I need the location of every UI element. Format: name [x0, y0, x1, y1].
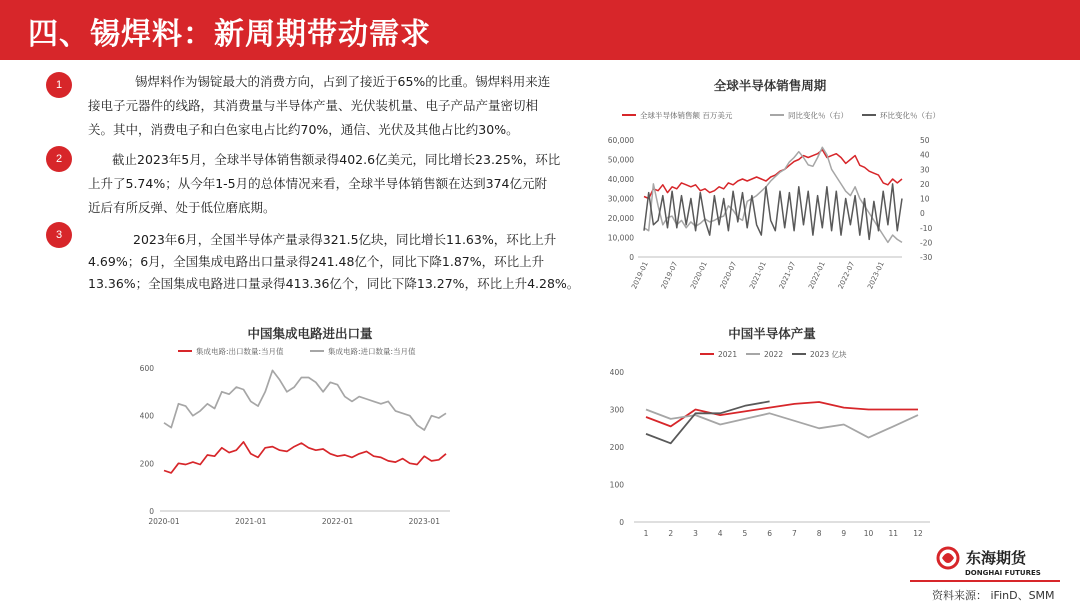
- text-line: 近后有所反弹、处于低位磨底期。: [88, 200, 276, 215]
- x-tick: 2021-07: [777, 260, 798, 291]
- x-tick: 2023-01: [866, 260, 886, 291]
- semiconductor-sales-chart: [600, 70, 940, 295]
- source-note: 资料来源： iFinD、SMM: [932, 589, 1055, 602]
- logo-mark-icon: [934, 542, 1054, 582]
- x-tick: 12: [913, 529, 923, 538]
- logo-en: DONGHAI FUTURES: [965, 569, 1041, 577]
- legend-label-0: 2021: [718, 350, 738, 359]
- legend-label-1: 2022: [764, 350, 784, 359]
- x-tick: 2022-01: [807, 260, 827, 291]
- text-line: 上升了5.74%；从今年1-5月的总体情况来看，全球半导体销售额在达到374亿元附: [88, 176, 547, 191]
- y-right-tick: 20: [920, 179, 930, 189]
- y-tick: 100: [609, 480, 624, 490]
- y-left-tick: 60,000: [607, 136, 634, 145]
- number-badge: 1: [46, 72, 72, 98]
- legend-label-0: 集成电路:出口数量:当月值: [196, 347, 284, 356]
- text-line: 截止2023年5月，全球半导体销售额录得402.6亿美元，同比增长23.25%，环比: [112, 152, 561, 167]
- y-right-tick: -30: [920, 253, 933, 262]
- x-tick: 11: [888, 529, 899, 538]
- chart-title: 中国半导体产量: [728, 326, 816, 341]
- series-line-0: [644, 150, 902, 199]
- x-tick: 2022-07: [836, 260, 857, 291]
- y-right-tick: 30: [920, 165, 930, 175]
- y-tick: 200: [139, 459, 154, 469]
- x-tick: 2020-01: [689, 260, 709, 291]
- y-right-tick: 10: [920, 194, 930, 204]
- y-left-tick: 0: [629, 253, 634, 262]
- x-tick: 4: [717, 529, 723, 538]
- y-tick: 0: [149, 507, 154, 516]
- y-left-tick: 40,000: [607, 175, 634, 184]
- x-tick: 2021-01: [235, 517, 267, 526]
- y-left-tick: 50,000: [607, 155, 634, 165]
- number-badge: 3: [46, 222, 72, 248]
- x-tick: 2022-01: [321, 517, 354, 526]
- page-title: 四、锡焊料：新周期带动需求: [28, 17, 431, 52]
- text-line: 4.69%；6月，全国集成电路出口量录得241.48亿个，同比下降1.87%，环比上升: [88, 254, 545, 269]
- x-tick: 5: [742, 529, 748, 538]
- series-line-0: [164, 442, 446, 473]
- y-right-tick: 50: [920, 136, 930, 145]
- text-line: 2023年6月，全国半导体产量录得321.5亿块，同比增长11.63%，环比上升: [133, 232, 557, 247]
- number-badge: 2: [46, 146, 72, 172]
- x-tick: 2019-07: [659, 260, 680, 291]
- header-bar: [0, 0, 1080, 60]
- text-line: 关。其中，消费电子和白色家电占比约70%，通信、光伏及其他占比约30%。: [88, 122, 519, 137]
- y-tick: 400: [609, 368, 624, 377]
- y-tick: 0: [619, 518, 624, 527]
- x-tick: 8: [816, 529, 822, 538]
- x-tick: 6: [767, 529, 773, 538]
- x-tick: 2: [668, 529, 674, 538]
- x-tick: 1: [643, 529, 649, 538]
- legend-label-1: 集成电路:进口数量:当月值: [328, 347, 416, 356]
- x-tick: 2020-01: [148, 517, 180, 526]
- y-left-tick: 10,000: [607, 233, 634, 243]
- y-tick: 200: [609, 443, 624, 452]
- semiconductor-output-chart: [600, 318, 945, 543]
- ic-trade-chart: [120, 318, 470, 533]
- y-right-tick: 40: [920, 150, 930, 160]
- legend-label-1: 同比变化％（右）: [788, 111, 848, 120]
- x-tick: 10: [863, 529, 874, 538]
- series-line-2: [646, 401, 770, 443]
- y-left-tick: 20,000: [607, 214, 634, 223]
- x-tick: 3: [693, 529, 698, 538]
- series-line-2: [644, 184, 902, 240]
- chart-title: 全球半导体销售周期: [713, 78, 827, 93]
- y-left-tick: 30,000: [607, 194, 634, 204]
- text-line: 13.36%；全国集成电路进口量录得413.36亿个，同比下降13.27%，环比上升4.28%。: [88, 276, 580, 291]
- y-tick: 400: [139, 411, 154, 421]
- x-tick: 9: [841, 529, 847, 538]
- x-tick: 2023-01: [408, 517, 440, 526]
- chart-title: 中国集成电路进出口量: [247, 326, 373, 341]
- x-tick: 7: [791, 529, 797, 538]
- divider: [910, 580, 1060, 582]
- x-tick: 2019-01: [630, 260, 650, 291]
- y-right-tick: -10: [920, 223, 933, 233]
- y-tick: 600: [139, 364, 154, 373]
- y-right-tick: 0: [920, 209, 925, 219]
- logo-cn: 东海期货: [966, 549, 1027, 567]
- series-line-1: [644, 147, 902, 242]
- text-line: 锡焊料作为锡锭最大的消费方向，占到了接近于65%的比重。锡焊料用来连: [135, 74, 551, 89]
- company-logo: [934, 542, 1054, 582]
- legend-label-2: 环比变化％（右）: [880, 111, 940, 120]
- y-right-tick: -20: [920, 238, 933, 248]
- series-line-1: [164, 370, 446, 430]
- text-line: 接电子元器件的线路，其消费量与半导体产量、光伏装机量、电子产品产量密切相: [88, 98, 539, 113]
- x-tick: 2020-07: [718, 260, 739, 291]
- legend-label-0: 全球半导体销售额 百万美元: [640, 111, 733, 120]
- y-tick: 300: [609, 405, 624, 415]
- x-tick: 2021-01: [748, 260, 768, 291]
- legend-label-2: 2023 亿块: [810, 350, 847, 359]
